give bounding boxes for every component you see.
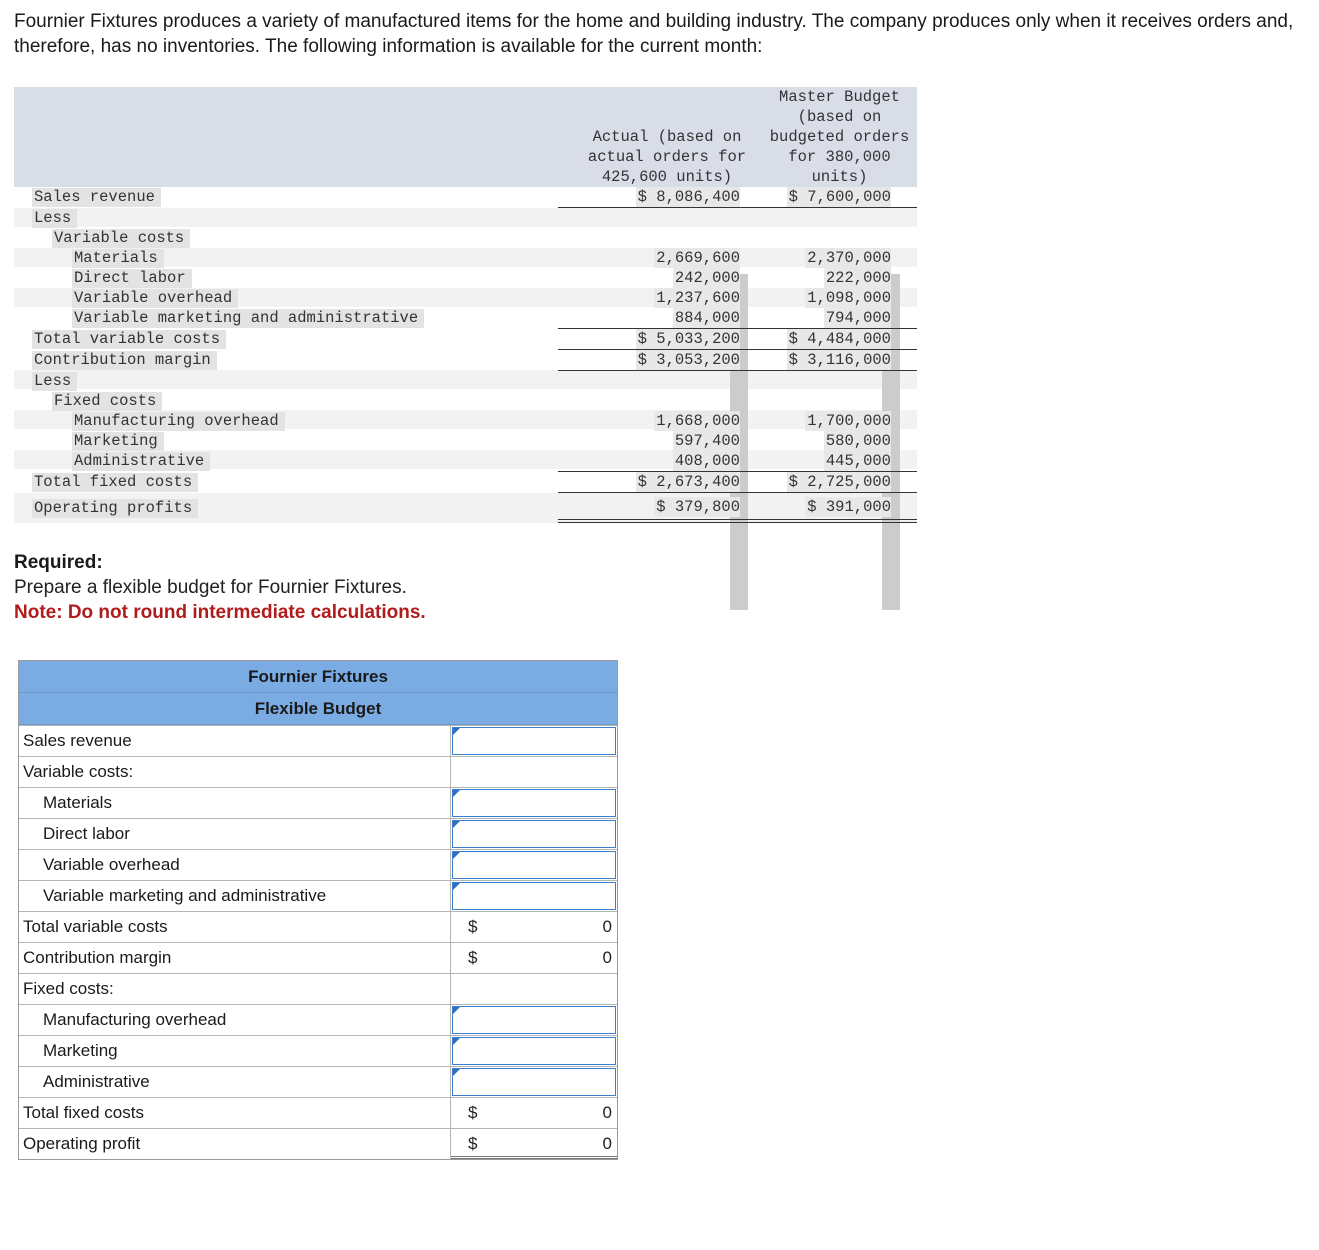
- master-operating-profits: $ 391,000: [807, 498, 891, 516]
- actual-marketing: 597,400: [674, 432, 740, 450]
- actual-contribution-margin: $ 3,053,200: [637, 351, 740, 369]
- label-variable-overhead: Variable overhead: [72, 289, 238, 308]
- flex-label-manufacturing-overhead: Manufacturing overhead: [19, 1005, 451, 1035]
- master-total-variable-costs: $ 4,484,000: [788, 330, 891, 348]
- flex-label-operating-profit: Operating profit: [19, 1129, 451, 1159]
- master-materials: 2,370,000: [807, 249, 891, 267]
- manufacturing-overhead-input[interactable]: [452, 1006, 616, 1034]
- contribution-margin-value: 0: [602, 948, 612, 967]
- master-administrative: 445,000: [825, 452, 891, 470]
- actual-column-header: Actual (based on actual orders for 425,600 units): [587, 128, 747, 186]
- master-marketing: 580,000: [825, 432, 891, 450]
- flexible-budget-table: [18, 660, 618, 1160]
- flex-label-sales-revenue: Sales revenue: [19, 726, 451, 756]
- actual-manufacturing-overhead: 1,668,000: [656, 412, 740, 430]
- flex-row-fixed-costs: [19, 973, 617, 1004]
- currency-symbol: $: [468, 917, 478, 936]
- sales-revenue-input[interactable]: [452, 727, 616, 755]
- flex-row-administrative: [19, 1066, 617, 1097]
- flex-row-contribution-margin: [19, 942, 617, 973]
- label-variable-costs: Variable costs: [52, 229, 190, 248]
- flex-label-contribution-margin: Contribution margin: [19, 943, 451, 973]
- actual-total-fixed-costs: $ 2,673,400: [637, 473, 740, 491]
- master-contribution-margin: $ 3,116,000: [788, 351, 891, 369]
- flex-row-sales-revenue: [19, 725, 617, 756]
- flex-label-variable-costs: Variable costs:: [19, 757, 451, 787]
- label-contribution-margin: Contribution margin: [32, 351, 217, 370]
- label-materials: Materials: [72, 249, 164, 268]
- total-fixed-costs-value: 0: [602, 1103, 612, 1122]
- master-variable-marketing-admin: 794,000: [825, 309, 891, 327]
- label-total-fixed-costs: Total fixed costs: [32, 473, 198, 492]
- operating-profit-value: 0: [602, 1134, 612, 1153]
- intro-text: Fournier Fixtures produces a variety of manufactured items for the home and building industry. The company produces only when it receives orders and, therefore, has no inventories. The following information is available for the current month:: [14, 11, 1294, 57]
- materials-input[interactable]: [452, 789, 616, 817]
- label-administrative: Administrative: [72, 452, 210, 471]
- flex-title-budget: Flexible Budget: [19, 693, 617, 725]
- currency-symbol: $: [468, 1103, 478, 1122]
- currency-symbol: $: [468, 948, 478, 967]
- required-heading: Required:: [14, 552, 103, 573]
- master-total-fixed-costs: $ 2,725,000: [788, 473, 891, 491]
- master-variable-overhead: 1,098,000: [807, 289, 891, 307]
- flex-row-manufacturing-overhead: [19, 1004, 617, 1035]
- flex-row-materials: [19, 787, 617, 818]
- flex-row-variable-overhead: [19, 849, 617, 880]
- required-section: [14, 550, 426, 625]
- flex-label-variable-overhead: Variable overhead: [19, 850, 451, 880]
- administrative-input[interactable]: [452, 1068, 616, 1096]
- label-marketing: Marketing: [72, 432, 164, 451]
- label-sales-revenue: Sales revenue: [32, 188, 161, 207]
- marketing-input[interactable]: [452, 1037, 616, 1065]
- actual-direct-labor: 242,000: [674, 269, 740, 287]
- label-less: Less: [32, 209, 77, 228]
- flex-label-administrative: Administrative: [19, 1067, 451, 1097]
- flex-row-total-fixed-costs: [19, 1097, 617, 1128]
- actual-variable-overhead: 1,237,600: [656, 289, 740, 307]
- data-table: [14, 87, 919, 525]
- currency-symbol: $: [468, 1134, 478, 1153]
- label-operating-profits: Operating profits: [32, 499, 198, 518]
- label-less-2: Less: [32, 372, 77, 391]
- flex-label-total-variable-costs: Total variable costs: [19, 912, 451, 942]
- variable-marketing-admin-input[interactable]: [452, 882, 616, 910]
- flex-row-operating-profit: [19, 1128, 617, 1159]
- actual-materials: 2,669,600: [656, 249, 740, 267]
- actual-sales-revenue: $ 8,086,400: [637, 188, 740, 206]
- label-variable-marketing-admin: Variable marketing and administrative: [72, 309, 424, 328]
- flex-row-variable-marketing-admin: [19, 880, 617, 911]
- required-instruction: Prepare a flexible budget for Fournier Fixtures.: [14, 577, 407, 598]
- flex-label-direct-labor: Direct labor: [19, 819, 451, 849]
- actual-variable-marketing-admin: 884,000: [674, 309, 740, 327]
- flex-row-marketing: [19, 1035, 617, 1066]
- master-sales-revenue: $ 7,600,000: [788, 188, 891, 206]
- flex-row-direct-labor: [19, 818, 617, 849]
- master-column-header: Master Budget (based on budgeted orders for 380,000 units): [769, 88, 910, 186]
- actual-total-variable-costs: $ 5,033,200: [637, 330, 740, 348]
- master-manufacturing-overhead: 1,700,000: [807, 412, 891, 430]
- direct-labor-input[interactable]: [452, 820, 616, 848]
- master-direct-labor: 222,000: [825, 269, 891, 287]
- flex-row-total-variable-costs: [19, 911, 617, 942]
- actual-administrative: 408,000: [674, 452, 740, 470]
- actual-operating-profits: $ 379,800: [656, 498, 740, 516]
- variable-overhead-input[interactable]: [452, 851, 616, 879]
- label-direct-labor: Direct labor: [72, 269, 192, 288]
- flex-label-fixed-costs: Fixed costs:: [19, 974, 451, 1004]
- required-note: Note: Do not round intermediate calculations.: [14, 602, 426, 623]
- label-manufacturing-overhead: Manufacturing overhead: [72, 412, 285, 431]
- label-fixed-costs: Fixed costs: [52, 392, 162, 411]
- flex-label-variable-marketing-admin: Variable marketing and administrative: [19, 881, 451, 911]
- flex-label-marketing: Marketing: [19, 1036, 451, 1066]
- flex-row-variable-costs: [19, 756, 617, 787]
- flex-label-materials: Materials: [19, 788, 451, 818]
- label-total-variable-costs: Total variable costs: [32, 330, 226, 349]
- total-variable-costs-value: 0: [602, 917, 612, 936]
- flex-title-company: Fournier Fixtures: [19, 661, 617, 693]
- flex-label-total-fixed-costs: Total fixed costs: [19, 1098, 451, 1128]
